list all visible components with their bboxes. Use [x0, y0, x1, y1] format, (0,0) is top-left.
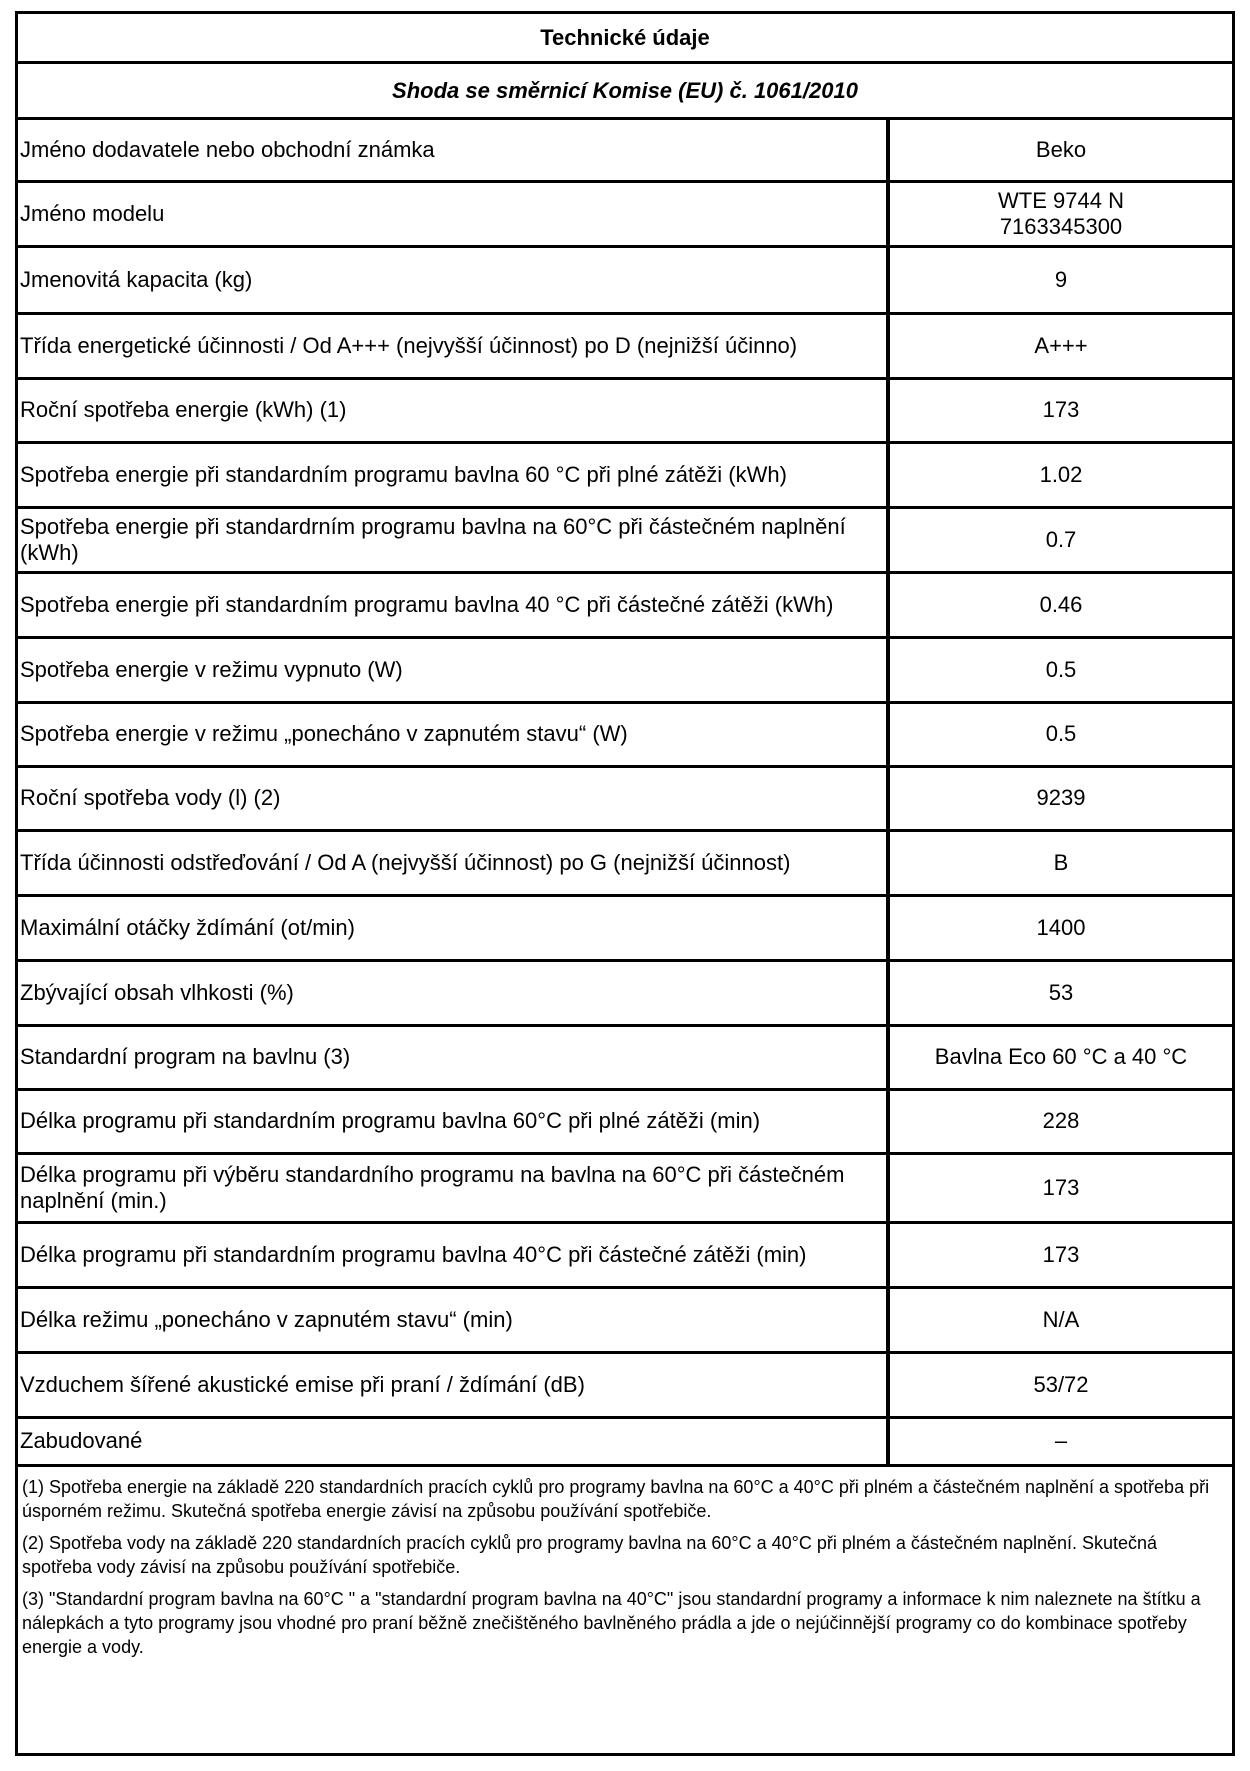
- table-row: [18, 1352, 1232, 1417]
- model-code-value: 7163345300: [999, 213, 1123, 239]
- footnotes: [18, 1467, 1232, 1659]
- table-row: [18, 766, 1232, 830]
- row-value: 0.5: [888, 637, 1232, 702]
- row-label: Spotřeba energie při standardním programu bavlna 60 °C při plné zátěži (kWh): [18, 442, 888, 507]
- table-row: [18, 1153, 1232, 1222]
- table-row: [18, 442, 1232, 507]
- row-value: Bavlna Eco 60 °C a 40 °C: [888, 1025, 1232, 1089]
- table-row: [18, 637, 1232, 702]
- row-value: Beko: [888, 120, 1232, 181]
- row-value: 9: [888, 246, 1232, 313]
- row-label: Vzduchem šířené akustické emise při praní / ždímání (dB): [18, 1352, 888, 1417]
- table-row: [18, 1222, 1232, 1287]
- footnote-1: (1) Spotřeba energie na základě 220 standardních pracích cyklů pro programy bavlna na 60°C a 40°C při plném a částečném naplnění a spotřeba při úsporném režimu. Skutečná spotřeba energie závisí na způsobu používání spotřebiče.: [22, 1476, 1210, 1521]
- row-label: Spotřeba energie při standardrním programu bavlna na 60°C při částečném naplnění (kWh): [18, 507, 888, 572]
- row-value: A+++: [888, 313, 1232, 378]
- row-label: Spotřeba energie v režimu vypnuto (W): [18, 637, 888, 702]
- row-label: Spotřeba energie při standardním programu bavlna 40 °C při částečné zátěži (kWh): [18, 572, 888, 637]
- row-value: 53/72: [888, 1352, 1232, 1417]
- row-label: Roční spotřeba vody (l) (2): [18, 766, 888, 830]
- row-label: Třída účinnosti odstřeďování / Od A (nejvyšší účinnost) po G (nejnižší účinnost): [18, 830, 888, 895]
- row-label: Délka programu při výběru standardního programu na bavlna na 60°C při částečném naplnění (min.): [18, 1153, 888, 1222]
- row-label: Roční spotřeba energie (kWh) (1): [18, 378, 888, 442]
- row-label: Jmenovitá kapacita (kg): [18, 246, 888, 313]
- row-value: 9239: [888, 766, 1232, 830]
- table-row: [18, 1089, 1232, 1153]
- table-row: [18, 378, 1232, 442]
- row-value: 0.5: [888, 702, 1232, 766]
- row-value: –: [888, 1417, 1232, 1465]
- row-label: Zabudované: [18, 1417, 888, 1465]
- row-label: Zbývající obsah vlhkosti (%): [18, 960, 888, 1025]
- specification-table: [18, 120, 1232, 1467]
- table-row: [18, 313, 1232, 378]
- row-label: Standardní program na bavlnu (3): [18, 1025, 888, 1089]
- row-value: 1400: [888, 895, 1232, 960]
- row-label: Délka programu při standardním programu bavlna 40°C při částečné zátěži (min): [18, 1222, 888, 1287]
- row-value: [888, 181, 1232, 246]
- table-row: [18, 960, 1232, 1025]
- row-value: 228: [888, 1089, 1232, 1153]
- table-row: [18, 507, 1232, 572]
- footnote-2: (2) Spotřeba vody na základě 220 standardních pracích cyklů pro programy bavlna na 60°C a 40°C při plném a částečném naplnění. Skutečná spotřeba vody závisí na způsobu používání spotřebiče.: [22, 1532, 1158, 1577]
- row-label: Délka programu při standardním programu bavlna 60°C při plné zátěži (min): [18, 1089, 888, 1153]
- table-row: [18, 895, 1232, 960]
- table-row: [18, 1025, 1232, 1089]
- row-label: Třída energetické účinnosti / Od A+++ (nejvyšší účinnost) po D (nejnižší účinno): [18, 313, 888, 378]
- row-value: 1.02: [888, 442, 1232, 507]
- row-label: Spotřeba energie v režimu „ponecháno v zapnutém stavu“ (W): [18, 702, 888, 766]
- table-row: [18, 572, 1232, 637]
- row-label: Maximální otáčky ždímání (ot/min): [18, 895, 888, 960]
- row-label: Délka režimu „ponecháno v zapnutém stavu“ (min): [18, 1287, 888, 1352]
- model-name-value: WTE 9744 N: [998, 187, 1124, 213]
- row-value: 173: [888, 1222, 1232, 1287]
- table-row: [18, 702, 1232, 766]
- row-label: Jméno modelu: [18, 181, 888, 246]
- footnote-3: (3) "Standardní program bavlna na 60°C " a "standardní program bavlna na 40°C" jsou standardní programy a informace k nim naleznete na štítku a nálepkách a tyto programy jsou vhodné pro praní běžně znečištěného bavlněného prádla a jde o nejúčinnější programy co do kombinace spotřeby energie a vody.: [22, 1588, 1201, 1657]
- table-row: [18, 830, 1232, 895]
- row-value: N/A: [888, 1287, 1232, 1352]
- row-value: 173: [888, 1153, 1232, 1222]
- table-row: [18, 120, 1232, 181]
- document-subtitle: Shoda se směrnicí Komise (EU) č. 1061/2010: [18, 64, 1232, 120]
- row-value: 0.46: [888, 572, 1232, 637]
- document-title: Technické údaje: [18, 14, 1232, 64]
- row-value: 173: [888, 378, 1232, 442]
- row-label: Jméno dodavatele nebo obchodní známka: [18, 120, 888, 181]
- row-value: B: [888, 830, 1232, 895]
- row-value: 0.7: [888, 507, 1232, 572]
- row-value: 53: [888, 960, 1232, 1025]
- table-row: [18, 1287, 1232, 1352]
- table-row: [18, 181, 1232, 246]
- technical-data-sheet: [15, 11, 1235, 1756]
- table-row: [18, 1417, 1232, 1465]
- table-row: [18, 246, 1232, 313]
